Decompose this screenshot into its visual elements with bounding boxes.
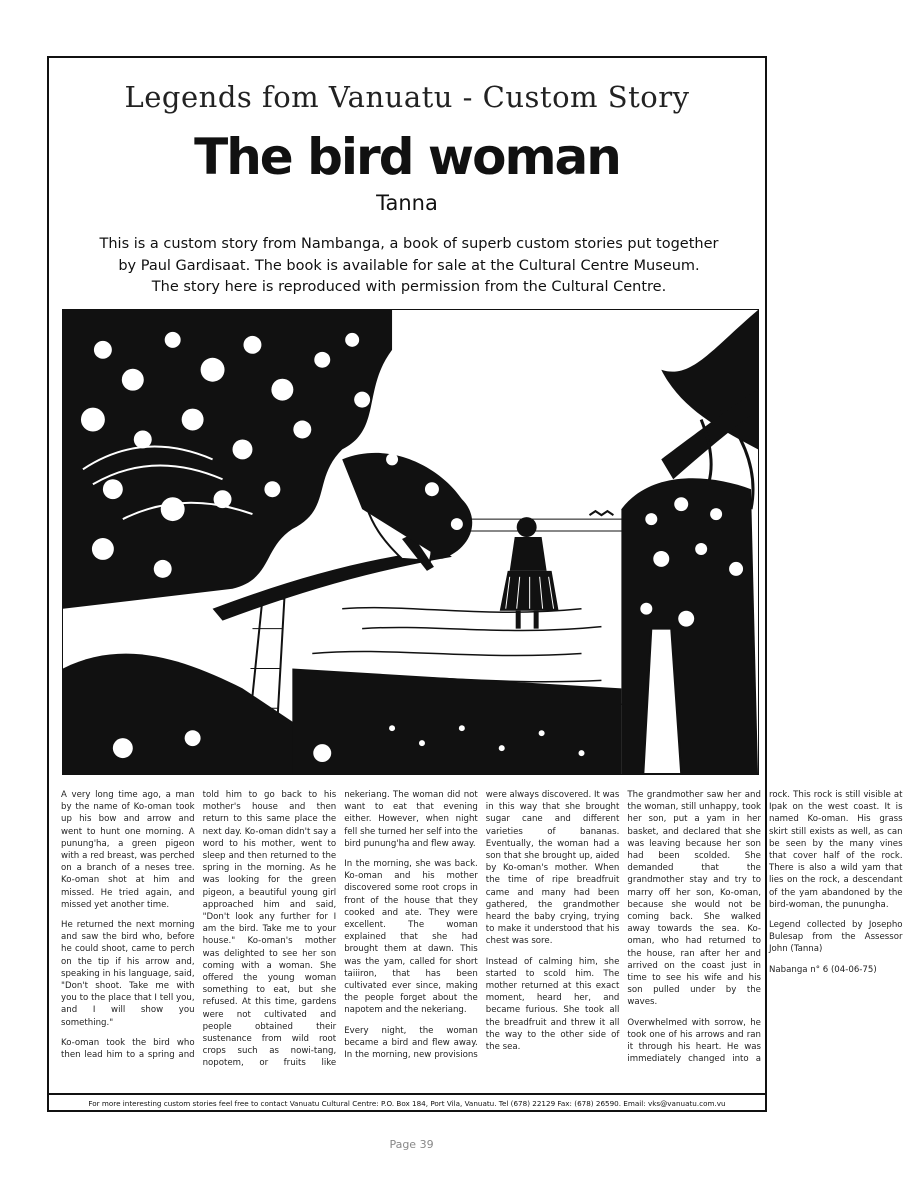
illustration-drawing bbox=[63, 310, 758, 774]
contact-footer: For more interesting custom stories feel free to contact Vanuatu Cultural Centre: P.O. Box 184, Port Vila, Vanuatu. Tel (678) 22129 Fax: (678) 26590. Email: vks@vanuatu.com.vu bbox=[49, 1093, 765, 1112]
intro-line: by Paul Gardisaat. The book is available for sale at the Cultural Centre Museum. bbox=[118, 257, 700, 274]
story-paragraph: Overwhelmed with sorrow, he took one of his arrows and ran it through his heart. He was immediately changed into a rock. This rock is still visible at Ipak on the west coast. It is named Ko-oman. His grass skirt still exists as well, as can be seen by the many vines that cover half of the rock. There is also a wild yam that lies on the rock, a descendant of the yam abandoned by the bird-woman, the punungha. bbox=[627, 790, 903, 1065]
intro-line: This is a custom story from Nambanga, a book of superb custom stories put together bbox=[99, 236, 719, 252]
story-title: The bird woman bbox=[194, 128, 620, 186]
story-paragraph: Instead of calming him, she started to scold him. The mother returned at this exact moment, heard her, and became furious. She took all the breadfruit and threw it all the way to the other side of the sea. bbox=[485, 956, 620, 1053]
page-number: Page 39 bbox=[389, 1138, 434, 1151]
story-paragraph: In the morning, she was back. Ko-oman and his mother discovered some root crops in front of the house that they cooked and ate. They were excellent. The woman explained that she had brought them at dawn. This was the yam, called for short taiiiron, that has been cultivated ever since, making the people forget about the napotem and the nekeriang. bbox=[344, 859, 478, 1016]
story-origin: Tanna bbox=[376, 191, 438, 215]
story-paragraph: Ko-oman took the bird who then lead him to a spring and told him to go back to his mother's house and then return to this same place the next day. Ko-oman didn't say a word to his mother, went to sleep and then returned to the spring in the morning. As he was looking for the green pigeon, a beautiful young girl approached him and said, "Don't look any further for I am the bird. Take me to your house." Ko-oman's mother was delighted to see her son coming with a woman. She offered the young woman something to eat, but she refused. At this time, gardens were not cultivated and people obtained their sustenance from wild root crops such as nowi-tang, nopotem, or fruits like nekeriang. The woman did not want to eat that evening either. However, when night fell she turned her self into the bird punung'ha and flew away. bbox=[61, 790, 478, 1069]
story-paragraph: The grandmother saw her and the woman, still unhappy, took her son, put a yam in her basket, and declared that she was leaving because her son had been scolded. She demanded that the grandmother stay and try to marry off her son, Ko-oman, because she would not be coming back. She walked away towards the sea. Ko-oman, who had returned to the house, ran after her and arrived on the coast just in time to see his wife and his son pulled under by the waves. bbox=[627, 790, 761, 1008]
story-paragraph: Every night, the woman became a bird and flew away. In the morning, new provisions were always discovered. It was in this way that she brought sugar cane and different varieties of bananas. Eventually, the woman had a son that she brought up, aided by Ko-oman's mother. When the time of ripe breadfruit came and many had been gathered, the grandmother heard the baby crying, trying to make it understood that his chest was sore. bbox=[344, 790, 620, 1061]
intro-line: The story here is reproduced with permission from the Cultural Centre. bbox=[151, 279, 667, 295]
story-paragraph: A very long time ago, a man by the name of Ko-oman took up his bow and arrow and went to hunt one morning. A punung'ha, a green pigeon with a red breast, was perched on a branch of a neses tree. Ko-oman shot at him and missed. He tried again, and missed yet another time. bbox=[61, 790, 195, 910]
intro-text bbox=[89, 234, 729, 299]
story-paragraph: He returned the next morning and saw the bird who, before he could shoot, came to perch on the tip if his arrow and, speaking in his language, said, "Don't shoot. Take me with you to the place that I tell you, and I will show you something." bbox=[61, 920, 195, 1028]
series-title: Legends fom Vanuatu - Custom Story bbox=[124, 80, 690, 114]
story-source: Nabanga n° 6 (04-06-75) bbox=[768, 964, 877, 975]
bird-woman-illustration bbox=[62, 309, 759, 775]
page-frame bbox=[47, 56, 903, 1112]
story-columns bbox=[61, 789, 903, 1072]
story-credit: Legend collected by Josepho Bulesap from the Assessor John (Tanna) bbox=[768, 920, 903, 955]
